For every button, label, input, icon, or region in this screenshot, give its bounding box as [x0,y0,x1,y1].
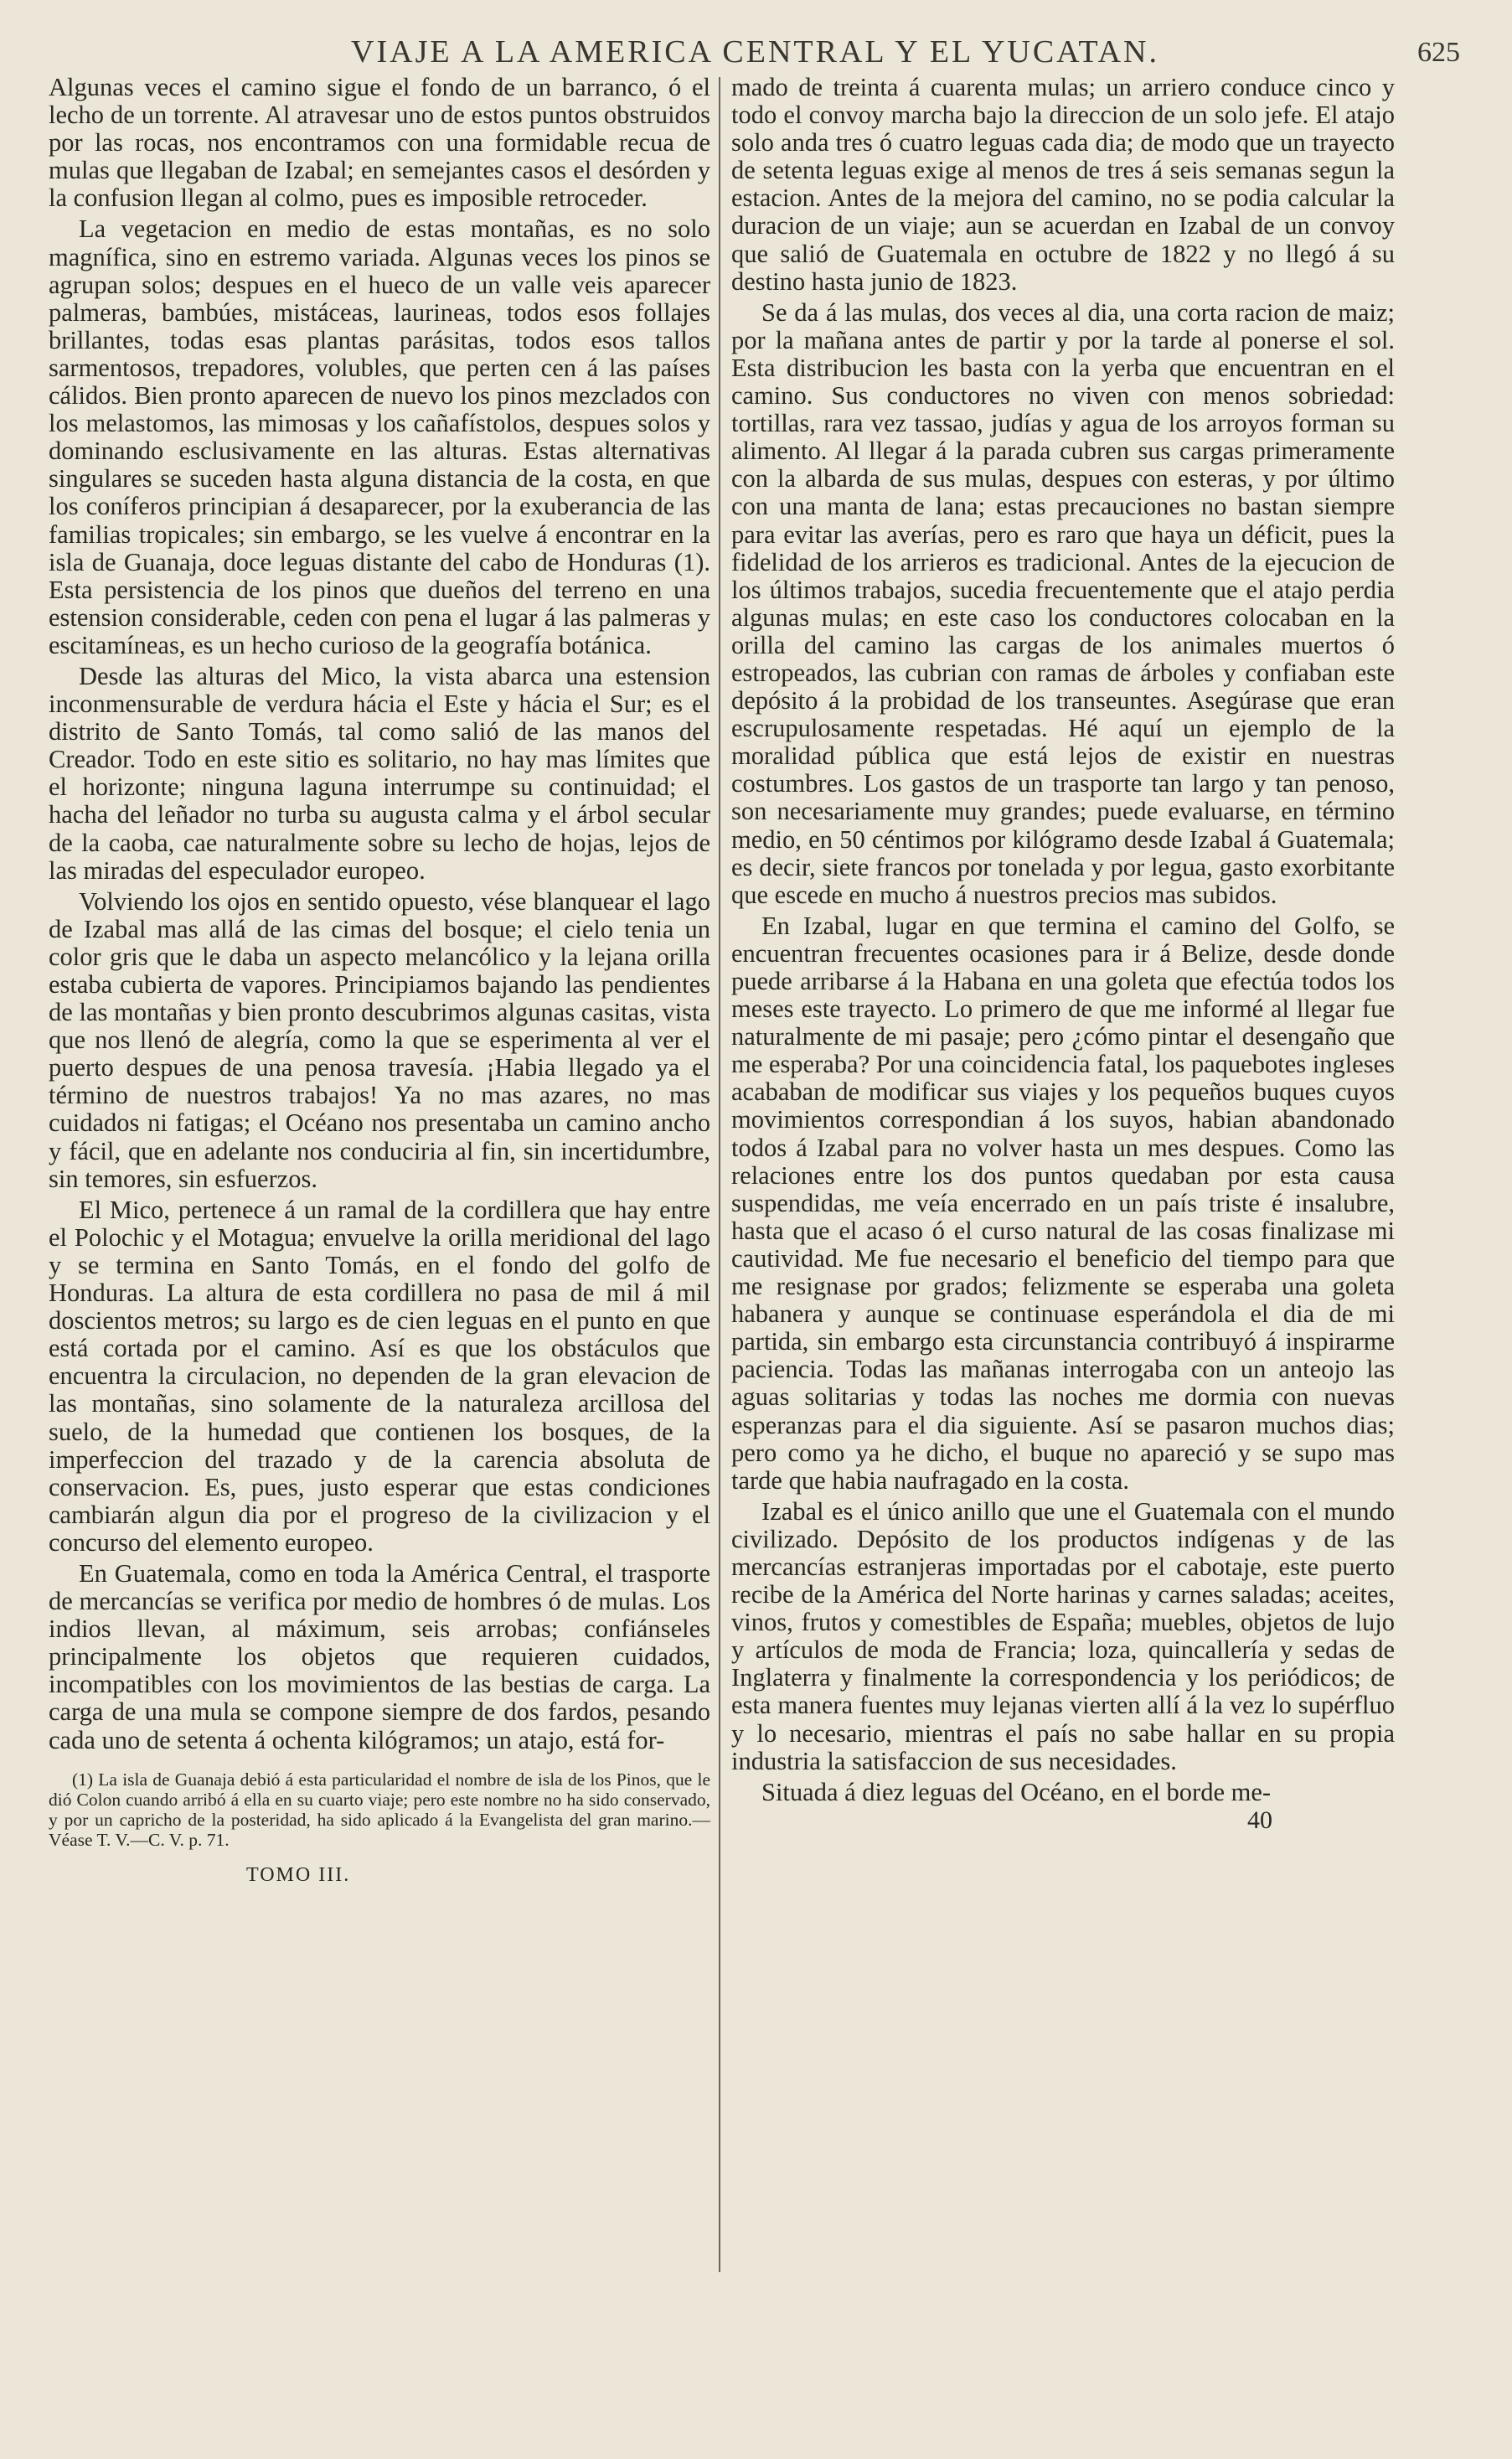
running-head [50,34,1460,75]
footnote [49,1769,710,1850]
column-divider [719,77,720,2272]
paragraph: Desde las alturas del Mico, la vista abarca una estension inconmensurable de verdura hácia el Este y hácia el Sur; es el distrito de Santo Tomás, tal como salió de las manos del Creador. Todo en este sitio es solitario, no hay mas límites que el horizonte; ninguna laguna interrumpe su continuidad; el hacha del leñador no turba su augusta calma y el árbol secular de la caoba, cae naturalmente sobre su lecho de hojas, lejos de las miradas del especulador europeo. [49,661,710,885]
paragraph: En Guatemala, como en toda la América Central, el trasporte de mercancías se verifica por medio de hombres ó de mulas. Los indios llevan, al máximum, seis arrobas; confiánseles principalmente los objetos que requieren cuidados, incompatibles con los movimientos de las bestias de carga. La carga de una mula se compone siempre de dos fardos, pesando cada uno de setenta á ochenta kilógramos; un atajo, está for- [49,1558,710,1754]
footnote-text: (1) La isla de Guanaja debió á esta particularidad el nombre de isla de los Pinos, que le dió Colon cuando arribó á ella en su cuarto viaje; pero este nombre no ha sido conservado, y por un capricho de la posteridad, ha sido aplicado á la Evangelista del gran marino.—Véase T. V.—C. V. p. 71. [49,1769,710,1850]
right-column [731,74,1395,1834]
running-title: VIAJE A LA AMERICA CENTRAL Y EL YUCATAN. [351,34,1159,70]
paragraph: Se da á las mulas, dos veces al dia, una corta racion de maiz; por la mañana antes de partir y por la tarde al ponerse el sol. Esta distribucion les basta con la yerba que encuentran en el camino. Sus conductores no viven con menos sobriedad: tortillas, rara vez tassao, judías y agua de los arroyos forman su alimento. Al llegar á la parada cubren sus cargas primeramente con la albarda de sus mulas, despues con esteras, y por último con una manta de lana; estas precauciones no bastan siempre para evitar las averías, pero es raro que haya un déficit, pues la fidelidad de los arrieros es tradicional. Antes de la ejecucion de los últimos trabajos, sucedia frecuentemente que el atajo perdia algunas mulas; en este caso los conductores colocaban en la orilla del camino las cargas de los animales muertos ó estropeados, las cubrian con ramas de árboles y confiaban este depósito á la probidad de los transeuntes. Asegúrase que eran escrupulosamente respetadas. Hé aquí un ejemplo de la moralidad pública que está lejos de existir en nuestras costumbres. Los gastos de un trasporte tan largo y tan penoso, son necesariamente muy grandes; puede evaluarse, en término medio, en 50 céntimos por kilógramo desde Izabal á Guatemala; es decir, siete francos por tonelada y por legua, gasto exorbitante que escede en mucho á nuestros precios mas subidos. [731,297,1395,909]
paragraph: Situada á diez leguas del Océano, en el borde me- [761,1777,1272,1806]
paragraph: El Mico, pertenece á un ramal de la cordillera que hay entre el Polochic y el Motagua; envuelve la orilla meridional del lago y se termina en Santo Tomás, en el fondo del golfo de Honduras. La altura de esta cordillera no pasa de mil á mil doscientos metros; su largo es de cien leguas en el punto en que está cortada por el camino. Así es que los obstáculos que encuentra la circulacion, no dependen de la gran elevacion de las montañas, sino solamente de la naturaleza arcillosa del suelo, de la humedad que contienen los bosques, de la imperfeccion del trazado y de la carencia absoluta de conservacion. Es, pues, justo esperar que estas condiciones cambiarán algun dia por el progreso de la civilizacion y el concurso del elemento europeo. [49,1195,710,1557]
paragraph: La vegetacion en medio de estas montañas, es no solo magnífica, sino en estremo variada. Algunas veces los pinos se agrupan solos; despues en el hueco de un valle veis aparecer palmeras, bambúes, mistáceas, laurineas, todos esos follajes brillantes, todas esas plantas parásitas, todos esos tallos sarmentosos, trepadores, volubles, que perten cen á las países cálidos. Bien pronto aparecen de nuevo los pinos mezclados con los melastomos, las mimosas y los cañafístolos, despues solos y dominando esclusivamente en las alturas. Estas alternativas singulares se suceden hasta alguna distancia de la costa, en que los coníferos principian á desaparecer, por la exuberancia de las familias tropicales; sin embargo, se les vuelve á encontrar en la isla de Guanaja, doce leguas distante del cabo de Honduras (1). Esta persistencia de los pinos que dueños del terreno en una estension considerable, ceden con pena el lugar á las palmeras y escitamíneas, es un hecho curioso de la geografía botánica. [49,214,710,659]
paragraph: Volviendo los ojos en sentido opuesto, vése blanquear el lago de Izabal mas allá de las cimas del bosque; el cielo tenia un color gris que le daba un aspecto melancólico y la lejana orilla estaba cubierta de vapores. Principiamos bajando las pendientes de las montañas y bien pronto descubrimos algunas casitas, vista que nos llenó de alegría, como la que se esperimenta al ver el puerto despues de una penosa travesía. ¡Habia llegado ya el término de nuestros trabajos! Ya no mas azares, no mas cuidados ni fatigas; el Océano nos presentaba un camino ancho y fácil, que en adelante nos conduciria al fin, sin incertidumbre, sin temores, sin esfuerzos. [49,886,710,1193]
signature-mark: 40 [1247,1806,1272,1834]
volume-label: TOMO III. [246,1863,351,1886]
paragraph: Izabal es el único anillo que une el Guatemala con el mundo civilizado. Depósito de los productos indígenas y de las mercancías estranjeras importadas por el cabotaje, este puerto recibe de la América del Norte harinas y carnes saladas; aceites, vinos, frutos y comestibles de España; muebles, objetos de lujo y artículos de moda de Francia; loza, quincallería y sedas de Inglaterra y finalmente la correspondencia y los periódicos; de esta manera fuentes muy lejanas vierten allí á la vez lo supérfluo y lo necesario, mientras el país no sabe hallar en su propia industria la satisfaccion de sus necesidades. [731,1496,1395,1775]
paragraph: En Izabal, lugar en que termina el camino del Golfo, se encuentran frecuentes ocasiones para ir á Belize, desde donde puede arribarse á la Habana en una goleta que efectúa todos los meses este trayecto. Lo primero de que me informé al llegar fue naturalmente de mi pasaje; pero ¿cómo pintar el desengaño que me esperaba? Por una coincidencia fatal, los paquebotes ingleses acababan de modificar sus viajes y los pequeños buques cuyos movimientos correspondian á los suyos, habian abandonado todos á Izabal para no volver hasta un mes despues. Como las relaciones entre los dos puntos quedaban por esta causa suspendidas, me veía encerrado en un país triste é insalubre, hasta que el acaso ó el curso natural de las cosas finalizase mi cautividad. Me fue necesario el beneficio del tiempo para que me resignase por grados; felizmente se esperaba una goleta habanera y aunque se continuase esperándola el dia de mi partida, sin embargo esta circunstancia contribuyó á inspirarme paciencia. Todas las mañanas interrogaba con un anteojo las aguas solitarias y todas las noches me dormia con nuevas esperanzas para el dia siguiente. Así se pasaron muchos dias; pero como ya he dicho, el buque no apareció y se supo mas tarde que habia naufragado en la costa. [731,911,1395,1495]
left-column [49,74,710,1889]
paragraph: Algunas veces el camino sigue el fondo de un barranco, ó el lecho de un torrente. Al atravesar uno de estos puntos obstruidos por las rocas, nos encontramos con una formidable recua de mulas que llegaban de Izabal; en semejantes casos el desórden y la confusion llegan al colmo, pues es imposible retroceder. [49,73,710,213]
paragraph: mado de treinta á cuarenta mulas; un arriero conduce cinco y todo el convoy marcha bajo la direccion de un solo jefe. El atajo solo anda tres ó cuatro leguas cada dia; de modo que un trayecto de setenta leguas exige al menos de tres á seis semanas segun la estacion. Antes de la mejora del camino, no se podia calcular la duracion de un viaje; aun se acuerdan en Izabal de un convoy que salió de Guatemala en octubre de 1822 y no llegó á su destino hasta junio de 1823. [731,73,1395,296]
page-number: 625 [1417,37,1460,68]
